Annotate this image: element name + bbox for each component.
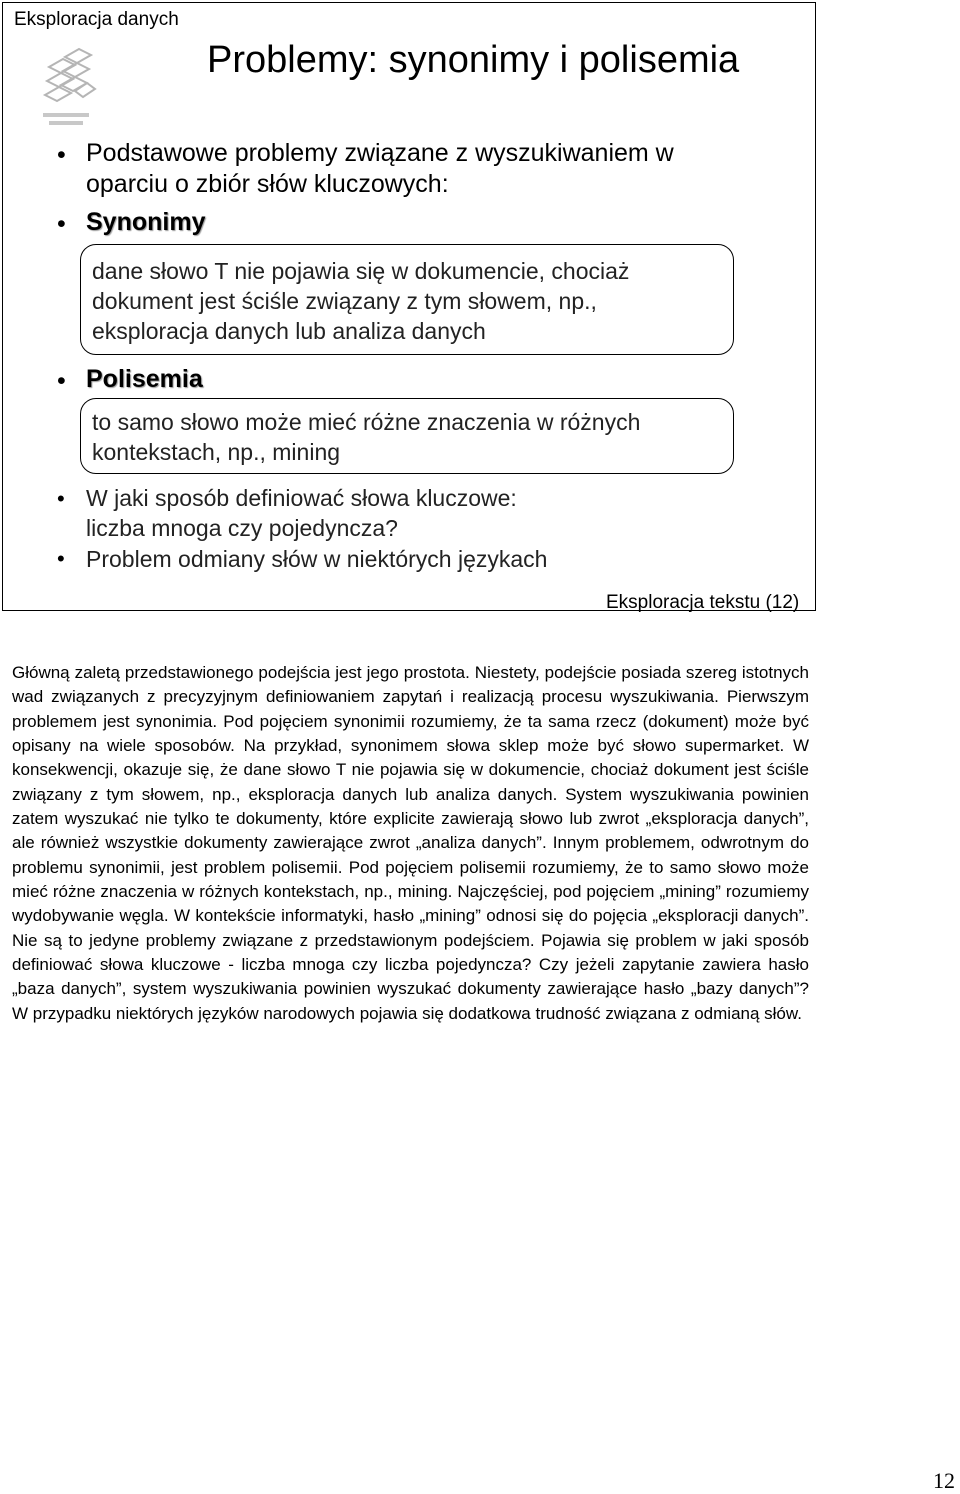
bullet-intro bbox=[86, 138, 674, 200]
bullet-keywords bbox=[86, 483, 517, 543]
bullet-marker: • bbox=[57, 546, 65, 571]
synonym-definition-line: eksploracja danych lub analiza danych bbox=[92, 318, 486, 344]
page-number: 12 bbox=[933, 1468, 955, 1493]
body-paragraph: Główną zaletą przedstawionego podejścia jest jego prostota. Niestety, podejście posiada szereg istotnych wad związanych z precyzyjnym definiowaniem zapytań i realizacją procesu wyszukiwania. Pierwszym problemem jest synonimia. Pod pojęciem synonimii rozumiemy, że ta sama rzecz (dokument) może być opisany na wiele sposobów. Na przykład, synonimem słowa sklep może być słowo supermarket. W konsekwencji, okazuje się, że dane słowo T nie pojawia się w dokumencie, chociaż dokument jest ściśle związany z tym słowem, np., eksploracja danych lub analiza danych. System wyszukiwania powinien zatem wyszukać nie tylko te dokumenty, które explicite zawierają słowo lub zwrot „eksploracja danych”, ale również wszystkie dokumenty zawierające zwrot „analiza danych”. Innym problemem, odwrotnym do problemu synonimii, jest problem polisemii. Pod pojęciem polisemii rozumiemy, że to samo słowo może mieć różne znaczenia w różnych kontekstach, np., mining. Najczęściej, pod pojęciem „mining” rozumiemy wydobywanie węgla. W kontekście informatyki, hasło „mining” odnosi się do pojęcia „eksploracji danych”. Nie są to jedyne problemy związane z przedstawionym podejściem. Pojawia się problem w jaki sposób definiować słowa kluczowe - liczba mnoga czy liczba pojedyncza? Czy jeżeli zapytanie zawiera hasło „baza danych”, system wyszukiwania powinien wyszukać dokumenty zawierające hasło „bazy danych”? W przypadku niektórych języków narodowych pojawia się dodatkowa trudność związana z odmianą słów. bbox=[12, 663, 809, 1023]
bullet-intro-line: Podstawowe problemy związane z wyszukiwaniem w bbox=[86, 139, 674, 167]
slide-footer: Eksploracja tekstu (12) bbox=[606, 592, 800, 613]
university-logo bbox=[39, 37, 97, 133]
course-title: Eksploracja danych bbox=[14, 9, 179, 30]
polysemy-definition-line: kontekstach, np., mining bbox=[92, 439, 341, 465]
synonym-definition-text bbox=[92, 256, 629, 346]
slide-title: Problemy: synonimy i polisemia bbox=[207, 39, 740, 81]
heading-polisemia: Polisemia bbox=[86, 365, 203, 393]
polysemy-definition-text bbox=[92, 407, 640, 467]
bullet-keywords-line: liczba mnoga czy pojedyncza? bbox=[86, 515, 398, 541]
polysemy-definition-line: to samo słowo może mieć różne znaczenia w różnych bbox=[92, 409, 641, 435]
synonym-definition-line: dane słowo T nie pojawia się w dokumencie, chociaż bbox=[92, 258, 630, 284]
bullet-intro-line: oparciu o zbiór słów kluczowych: bbox=[86, 170, 449, 198]
bullet-marker: • bbox=[57, 486, 65, 511]
bullet-marker: • bbox=[57, 141, 66, 169]
bullet-keywords-line: W jaki sposób definiować słowa kluczowe: bbox=[86, 485, 517, 511]
bullet-inflection: Problem odmiany słów w niektórych językach bbox=[86, 546, 548, 572]
heading-synonimy: Synonimy bbox=[86, 208, 206, 236]
bullet-marker: • bbox=[57, 367, 66, 395]
bullet-marker: • bbox=[57, 210, 66, 238]
synonym-definition-line: dokument jest ściśle związany z tym słowem, np., bbox=[92, 288, 597, 314]
slide-frame bbox=[2, 2, 816, 611]
